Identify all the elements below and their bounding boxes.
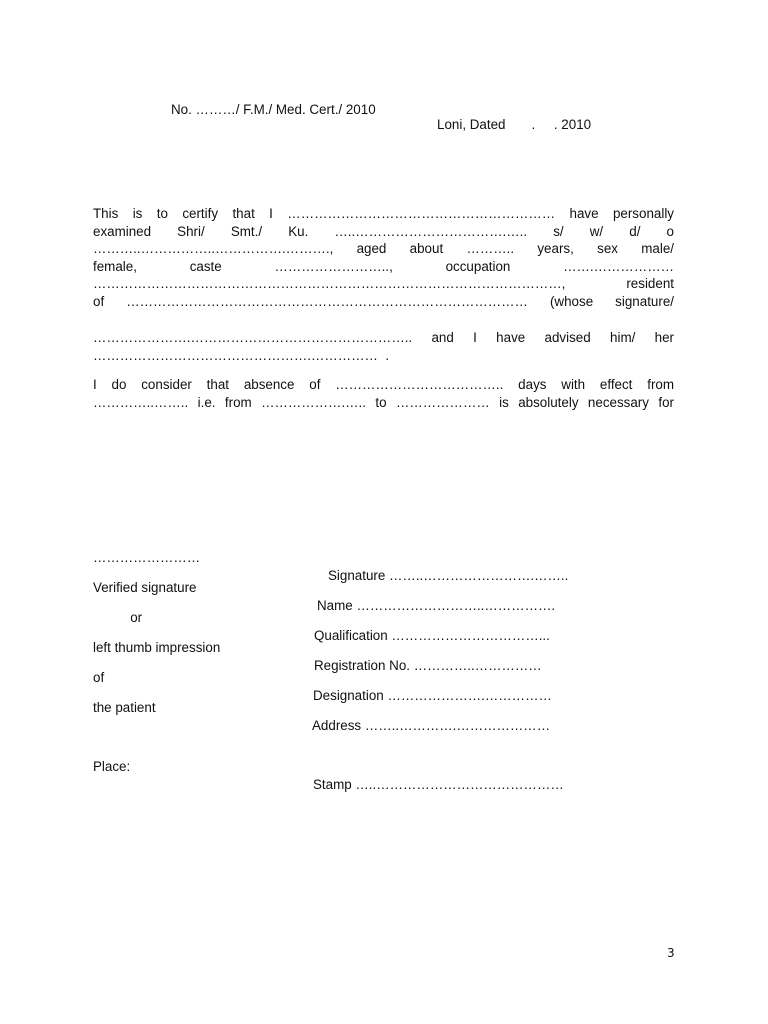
certification-line: female, caste …………………….., occupation …….……………… [93,258,674,274]
certificate-header [0,87,768,147]
footer-row [93,651,693,703]
footer-row [93,621,693,673]
footer-left-text: left thumb impression [93,640,221,655]
certification-line: ………..……………..…………….………., aged about ……….. years, sex male/ [93,241,674,257]
footer-row [93,740,693,792]
footer-row [93,591,693,643]
absence-paragraph [93,376,674,411]
footer-left-text: Verified signature [93,580,197,595]
certification-paragraph [93,205,674,311]
qualification-field: Qualification ……………………………... [314,628,550,643]
footer-left-text: …………………… [93,550,201,565]
footer-row [93,561,693,613]
certification-line: examined Shri/ Smt./ Ku. …..…………………………….….. s/ w/ d/ o [93,223,674,239]
signature-field: Signature ……..…………………….…….. [328,568,569,583]
advice-line: ………………….………………………………………….. and I have advised him/ her [93,330,674,345]
designation-field: Designation ………………….…………… [313,688,552,703]
advice-paragraph [93,329,674,364]
footer-row [93,531,693,583]
address-field: Address ……..………….………………… [312,718,551,733]
absence-line: …………..…….. i.e. from ……………….….. to ………………… is absolutely necessary for [93,394,674,410]
advice-line: ………………………………………….…………… . [93,347,390,363]
absence-line: I do consider that absence of ……………………………….. days with effect from [93,377,674,392]
place-label: Place: [93,759,131,774]
name-field: Name ………………………..……………. [317,598,556,613]
certificate-place-date: Loni, Dated . . 2010 [437,117,592,132]
certificate-ref-number: No. ………/ F.M./ Med. Cert./ 2010 [171,102,376,117]
footer-left-text: of [93,670,105,685]
footer-row [93,681,693,733]
certification-line: ……………………………………………………………………………………………, resident [93,276,674,292]
registration-number-field: Registration No. …………..…………… [314,658,542,673]
footer-left-text: the patient [93,700,156,715]
page-number: 3 [667,946,675,960]
stamp-field: Stamp …..…………………………………… [313,777,564,792]
certification-line: This is to certify that I …………………………………………………… have personally [93,206,674,221]
footer-left-text: or [93,610,143,625]
certification-line: of ……………………………………………………………………………… (whose signature/ [93,293,674,309]
